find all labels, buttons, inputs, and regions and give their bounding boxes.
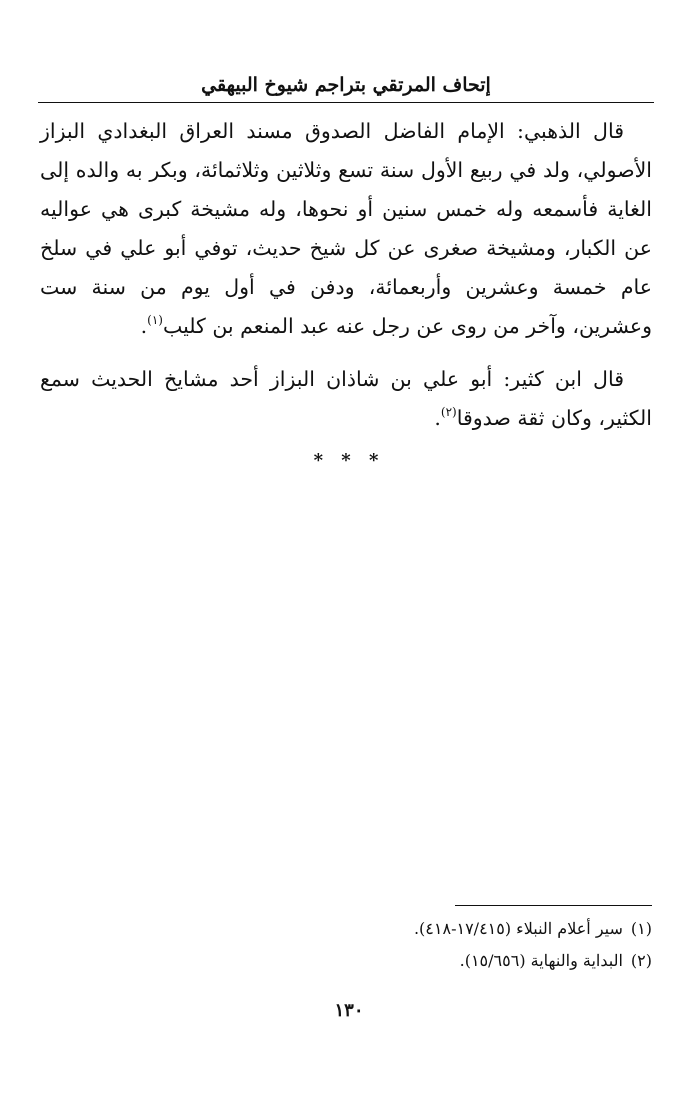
footnote-ref-2[interactable]: (٢) [440,405,457,419]
footnote-number: (١) [630,919,652,938]
paragraph-text: قال الذهبي: الإمام الفاضل الصدوق مسند العراق البغدادي البزاز الأصولي، ولد في ربيع الأول سنة تسع وثلاثين وثلاثمائة، وبكر به والده إلى الغاية فأسمعه وله خمس سنين أو نحوها، وله مشيخة كبرى هي عواليه عن الكبار، ومشيخة صغرى عن كل شيخ حديث، توفي أبو علي في سلخ عام خمسة وعشرين وأربعمائة، ودفن في أول يوم من سنة ست وعشرين، وآخر من روى عن رجل عنه عبد المنعم بن كليب [40,119,652,338]
footnote-divider [455,905,652,906]
footnote-text: سير أعلام النبلاء (١٧/٤١٥-٤١٨). [413,919,623,938]
paragraph-text: قال ابن كثير: أبو علي بن شاذان البزاز أحد مشايخ الحديث سمع الكثير، وكان ثقة صدوقا [40,367,652,430]
footnotes [40,913,652,977]
footnote-number: (٢) [630,951,652,970]
page-number: ١٣٠ [334,1000,364,1021]
paragraph-dhahabi: قال الذهبي: الإمام الفاضل الصدوق مسند العراق البغدادي البزاز الأصولي، ولد في ربيع الأول سنة تسع وثلاثين وثلاثمائة، وبكر به والده إلى الغاية فأسمعه وله خمس سنين أو نحوها، وله مشيخة كبرى هي عواليه عن الكبار، ومشيخة صغرى عن كل شيخ حديث، توفي أبو علي في سلخ عام خمسة وعشرين وأربعمائة، ودفن في أول يوم من سنة ست وعشرين، وآخر من روى عن رجل عنه عبد المنعم بن كليب$^{(١)}$. [40,119,652,338]
footnote-text: البداية والنهاية (١٥/٦٥٦). [459,951,623,970]
section-separator: * * * [313,450,385,471]
header-divider [38,102,654,103]
footnote-1 [40,913,652,945]
running-header: إتحاف المرتقي بتراجم شيوخ البيهقي [201,74,491,96]
paragraph-ibn-kathir: قال ابن كثير: أبو علي بن شاذان البزاز أحد مشايخ الحديث سمع الكثير، وكان ثقة صدوقا$^{(٢)}$. [40,367,652,430]
footnote-ref-1[interactable]: (١) [147,313,163,327]
main-text [40,112,652,438]
footnote-2 [40,945,652,977]
